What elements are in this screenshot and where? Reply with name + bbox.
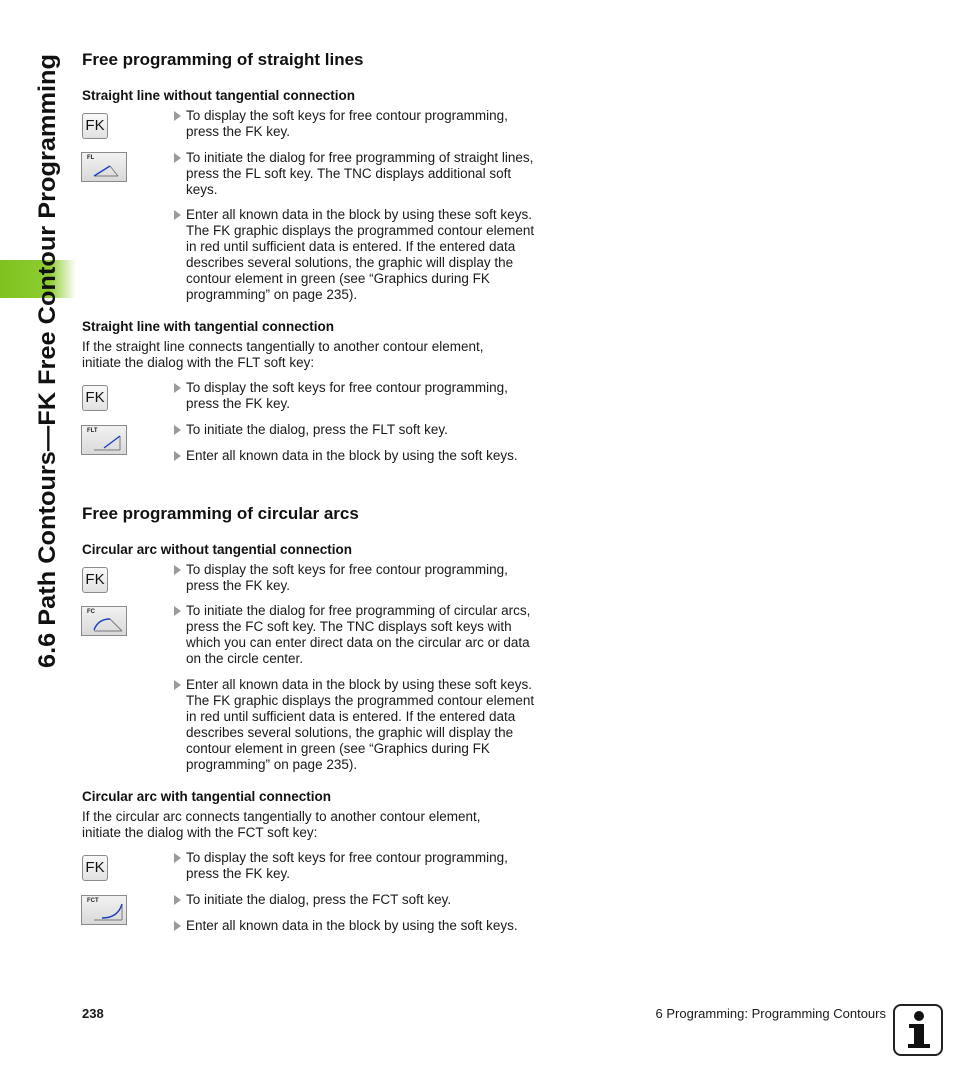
circular-arc-icon	[82, 607, 128, 637]
tangent-arc-icon	[82, 896, 128, 926]
fk-key	[82, 113, 108, 139]
step-item: To initiate the dialog for free programming of straight lines, press the FL soft key. The TNC displays additional soft keys.	[172, 150, 538, 198]
fl-softkey	[81, 152, 127, 182]
step-item: To initiate the dialog for free programming of circular arcs, press the FC soft key. The TNC displays soft keys with which you can enter direct data on the circular arc or data on the circle center.	[172, 603, 538, 667]
fc-softkey-label: FC	[87, 609, 95, 615]
step-item: Enter all known data in the block by using the soft keys.	[172, 918, 538, 934]
step-item: To display the soft keys for free contour programming, press the FK key.	[172, 380, 538, 412]
straight-line-icon	[82, 153, 128, 183]
step-item: To display the soft keys for free contour programming, press the FK key.	[172, 108, 538, 140]
intro-paragraph: If the circular arc connects tangentially to another contour element, initiate the dialog with the FCT soft key:	[82, 809, 481, 840]
fk-key	[82, 385, 108, 411]
fk-key-label: FK	[85, 117, 105, 134]
tangent-line-icon	[82, 426, 128, 456]
step-item: Enter all known data in the block by using these soft keys. The FK graphic displays the programmed contour element in red until sufficient data is entered. If the entered data describes several solutions, the graphic will display the contour element in green (see “Graphics during FK programming” on page 235).	[172, 207, 538, 303]
section-title-straight-lines: Free programming of straight lines	[82, 50, 364, 69]
fk-key-label: FK	[85, 859, 105, 876]
step-item: Enter all known data in the block by using the soft keys.	[172, 448, 538, 464]
fk-key	[82, 567, 108, 593]
fl-softkey-label: FL	[87, 155, 95, 161]
step-item: To initiate the dialog, press the FCT soft key.	[172, 892, 538, 908]
step-item: To display the soft keys for free contour programming, press the FK key.	[172, 850, 538, 882]
page-number: 238	[82, 1006, 104, 1021]
fct-softkey-label: FCT	[87, 898, 99, 904]
chapter-footer: 6 Programming: Programming Contours	[655, 1006, 886, 1021]
section-title-circular-arcs: Free programming of circular arcs	[82, 504, 359, 523]
flt-softkey	[81, 425, 127, 455]
info-icon	[893, 1004, 943, 1056]
fk-key-label: FK	[85, 571, 105, 588]
step-item: To initiate the dialog, press the FLT soft key.	[172, 422, 538, 438]
subsection-title-arc-tangent: Circular arc with tangential connection	[82, 789, 332, 804]
step-item: Enter all known data in the block by using these soft keys. The FK graphic displays the programmed contour element in red until sufficient data is entered. If the entered data describes several solutions, the graphic will display the contour element in green (see “Graphics during FK programming” on page 235).	[172, 677, 538, 773]
subsection-title-straight-tangent: Straight line with tangential connection	[82, 319, 335, 334]
intro-paragraph: If the straight line connects tangentially to another contour element, initiate the dialog with the FLT soft key:	[82, 339, 484, 370]
subsection-title-straight-no-tangent: Straight line without tangential connection	[82, 88, 355, 103]
side-chapter-title	[0, 0, 75, 1000]
flt-softkey-label: FLT	[87, 428, 98, 434]
side-title-text: 6.6 Path Contours—FK Free Contour Programming	[34, 74, 61, 668]
step-item: To display the soft keys for free contour programming, press the FK key.	[172, 562, 538, 594]
fct-softkey	[81, 895, 127, 925]
fk-key-label: FK	[85, 389, 105, 406]
fk-key	[82, 855, 108, 881]
subsection-title-arc-no-tangent: Circular arc without tangential connection	[82, 542, 353, 557]
fc-softkey	[81, 606, 127, 636]
